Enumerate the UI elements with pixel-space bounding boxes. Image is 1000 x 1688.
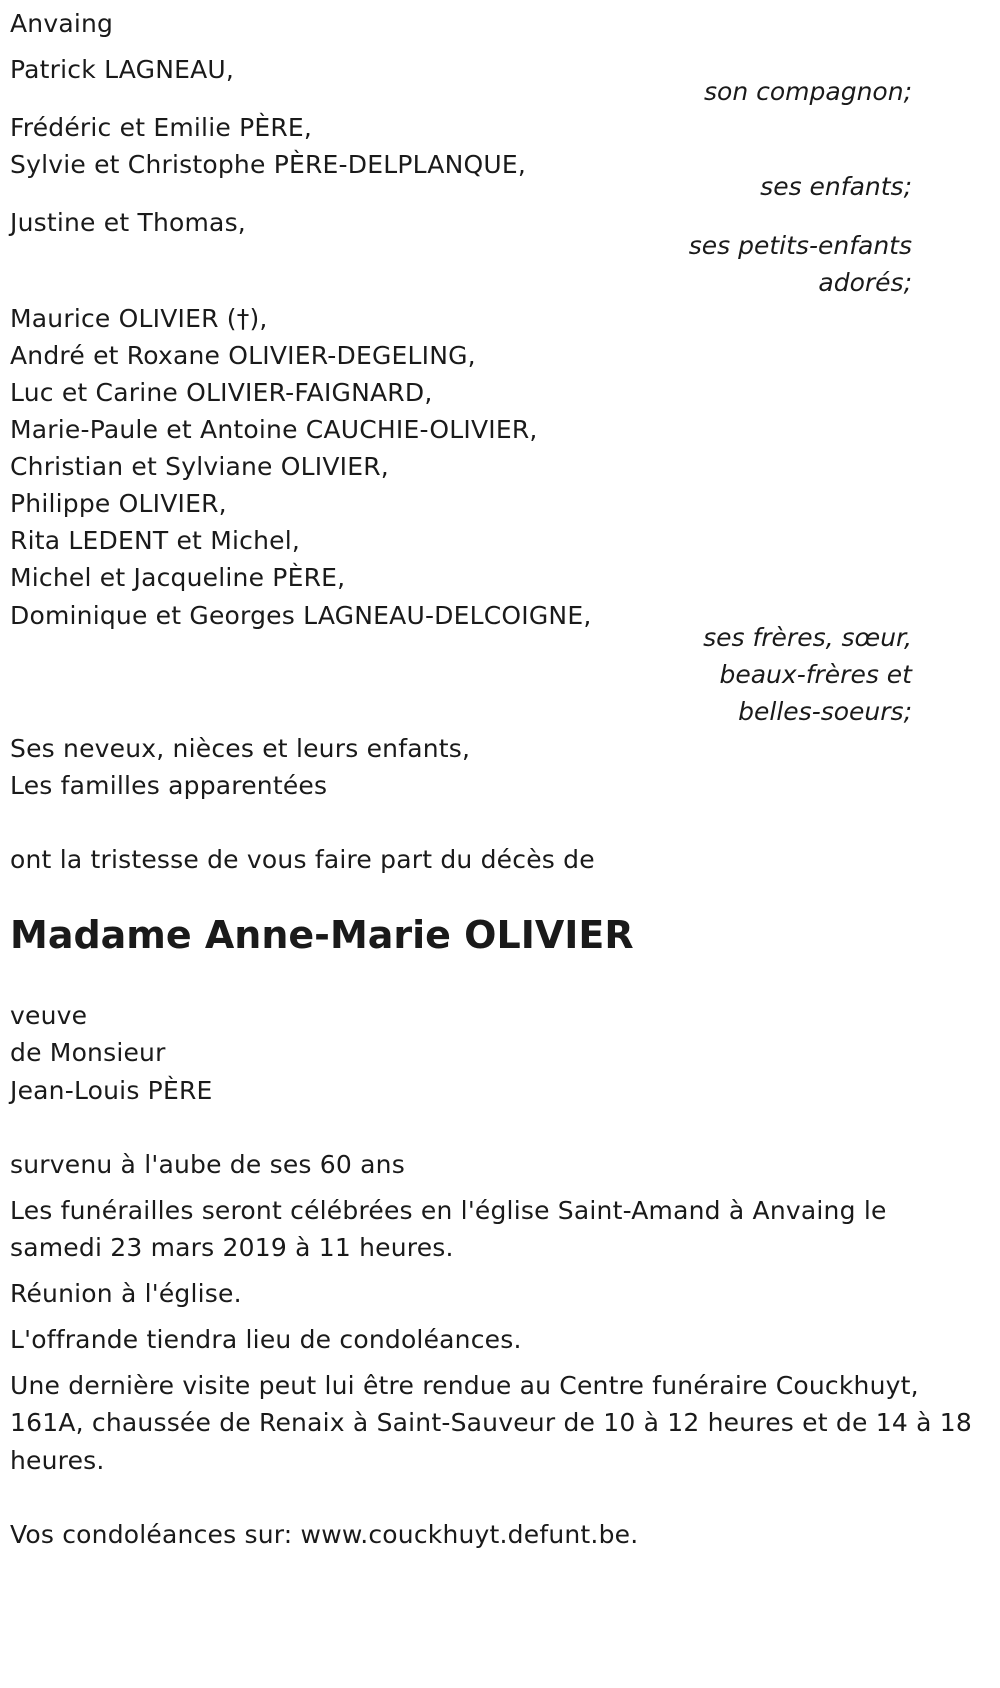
offering-line: L'offrande tiendra lieu de condoléances. [10, 1325, 522, 1354]
sibling-line: Rita LEDENT et Michel, [10, 526, 300, 555]
spouse-line: veuve [10, 1001, 88, 1030]
spouse-line: de Monsieur [10, 1038, 166, 1067]
announcement-text: ont la tristesse de vous faire part du décès de [10, 845, 595, 874]
visit-line: 161A, chaussée de Renaix à Saint-Sauveur de 10 à 12 heures et de 14 à 18 [10, 1408, 972, 1437]
sibling-line: Michel et Jacqueline PÈRE, [10, 563, 346, 592]
grandchildren-name: Justine et Thomas, [10, 208, 246, 237]
condolences-line: Vos condoléances sur: www.couckhuyt.defunt.be. [10, 1520, 639, 1549]
sibling-line: André et Roxane OLIVIER-DEGELING, [10, 341, 476, 370]
sibling-line: Dominique et Georges LAGNEAU-DELCOIGNE, [10, 601, 592, 630]
sibling-line: Luc et Carine OLIVIER-FAIGNARD, [10, 378, 433, 407]
grandchildren-relation: adorés; [818, 268, 912, 297]
siblings-relation: ses frères, sœur, [703, 623, 912, 652]
others-line: Ses neveux, nièces et leurs enfants, [10, 734, 471, 763]
children-relation: ses enfants; [760, 172, 912, 201]
siblings-relation: beaux-frères et [719, 660, 912, 689]
visit-line: Une dernière visite peut lui être rendue au Centre funéraire Couckhuyt, [10, 1371, 919, 1400]
deceased-name: Madame Anne-Marie OLIVIER [10, 913, 634, 957]
others-line: Les familles apparentées [10, 771, 328, 800]
place-name: Anvaing [10, 9, 114, 38]
sibling-line: Christian et Sylviane OLIVIER, [10, 452, 389, 481]
companion-name: Patrick LAGNEAU, [10, 55, 235, 84]
spouse-line: Jean-Louis PÈRE [10, 1076, 213, 1105]
funeral-line: samedi 23 mars 2019 à 11 heures. [10, 1233, 454, 1262]
visit-line: heures. [10, 1446, 105, 1475]
sibling-line: Philippe OLIVIER, [10, 489, 227, 518]
age-line: survenu à l'aube de ses 60 ans [10, 1150, 405, 1179]
child-line: Frédéric et Emilie PÈRE, [10, 113, 313, 142]
funeral-line: Les funérailles seront célébrées en l'église Saint-Amand à Anvaing le [10, 1196, 887, 1225]
companion-relation: son compagnon; [704, 77, 912, 106]
meeting-line: Réunion à l'église. [10, 1279, 242, 1308]
grandchildren-relation: ses petits-enfants [688, 231, 912, 260]
sibling-line: Marie-Paule et Antoine CAUCHIE-OLIVIER, [10, 415, 538, 444]
sibling-line: Maurice OLIVIER (†), [10, 304, 268, 333]
child-line: Sylvie et Christophe PÈRE-DELPLANQUE, [10, 150, 527, 179]
siblings-relation: belles-soeurs; [738, 697, 912, 726]
